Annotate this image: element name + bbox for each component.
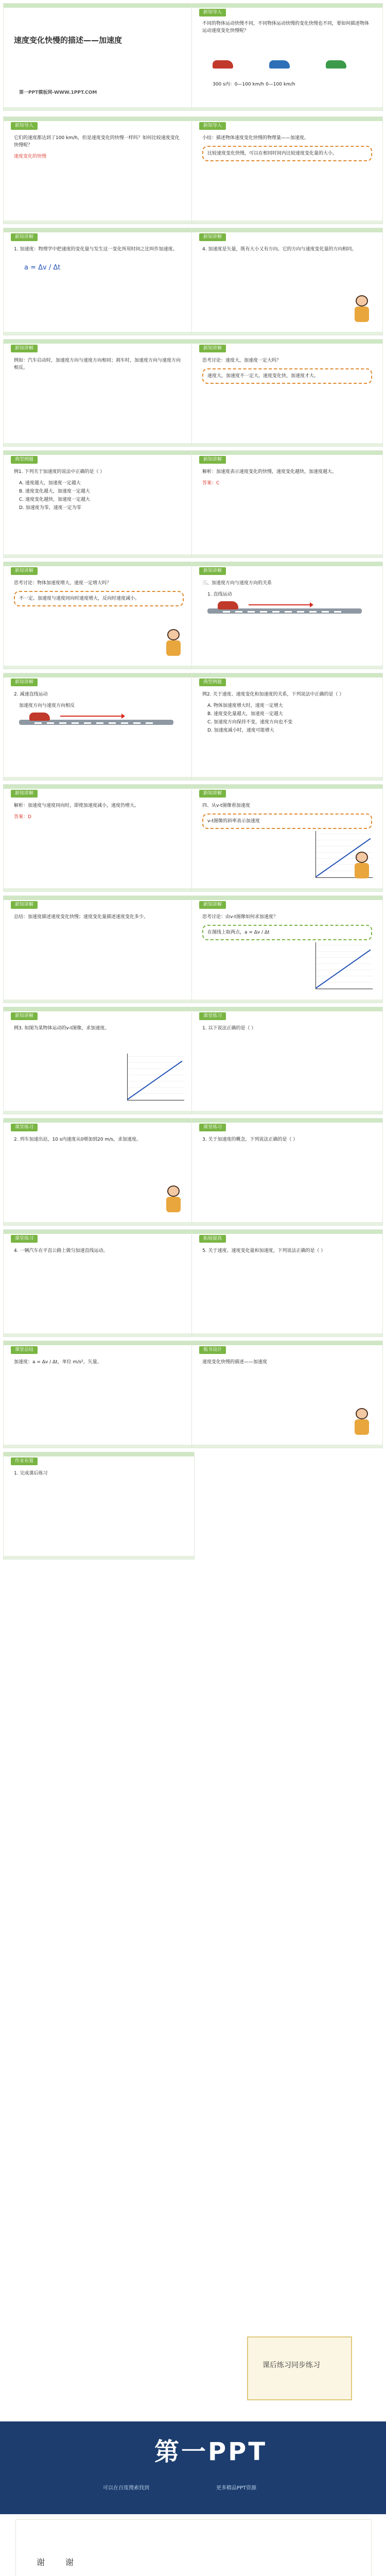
formula: a = Δv / Δt [24,264,61,272]
slide-text: 小结：描述物体速度变化快慢的物理量——加速度。 [202,135,309,141]
car-image [29,713,50,721]
section-tag: 新知讲解 [11,679,38,686]
bottom-bar [4,1445,194,1448]
bottom-bar [192,1222,382,1225]
bottom-bar [4,1333,194,1336]
cartoon-body [355,1419,369,1435]
bottom-bar [4,666,194,669]
bottom-bar [4,554,194,557]
section-tag: 课堂练习 [199,1124,226,1131]
option-item: A. 物体加速度增大时，速度一定增大 [207,703,283,708]
slide-text: 解析：加速度与速度同向时，即使加速度减小，速度仍增大。 [14,803,139,808]
graph-line [315,950,371,989]
option-item: C. 速度变化越快，加速度一定越大 [19,497,91,502]
bottom-bar [192,1111,382,1114]
top-bar [192,785,382,789]
option-item: D. 加速度为零，速度一定为零 [19,505,81,511]
bottom-bar [4,888,194,891]
bottom-bar [4,999,194,1003]
content-slide [3,1452,195,1560]
content-slide [3,116,195,224]
top-bar [192,896,382,900]
callout-box: 不一定。加速度与速度同向时速度增大，反向时速度减小。 [14,591,184,606]
content-slide [191,1341,383,1448]
section-tag: 新知导入 [11,122,38,130]
option-item: B. 速度变化越大，加速度一定越大 [19,489,90,494]
content-slide [191,1118,383,1226]
content-slide [191,450,383,558]
section-tag: 板书设计 [199,1346,226,1354]
section-tag: 新知讲解 [199,345,226,352]
answer-text: 答案：D [14,815,31,820]
top-bar [4,673,194,677]
cars-caption: 300 s内：0—100 km/h 0—100 km/h [213,82,295,87]
top-bar [4,1118,194,1123]
top-bar [4,340,194,344]
cartoon-head [356,852,368,863]
slide-text: 三、加速度方向与速度方向的关系 [202,581,272,586]
top-bar [4,451,194,455]
slide-text: 3. 关于加速度的概念，下列说法正确的是（ ） [202,1137,298,1142]
slide-text: 5. 关于速度、速度变化量和加速度，下列说法正确的是（ ） [202,1248,326,1253]
slide-text: 4. 加速度是矢量，既有大小又有方向。它的方向与速度变化量的方向相同。 [202,247,357,252]
slide-text: 例1. 下列关于加速度的说法中正确的是（ ） [14,469,105,474]
content-slide [3,895,195,1003]
top-bar [192,228,382,232]
slide-text: 1. 完成课后练习 [14,1471,48,1476]
option-item: B. 速度变化量越大，加速度一定越大 [207,711,283,717]
top-bar [4,1230,194,1234]
content-slide [3,450,195,558]
section-tag: 新知讲解 [199,233,226,241]
cartoon-figure [352,295,372,326]
section-tag: 课堂总结 [11,1346,38,1354]
slide-text: 速度变化快慢的描述——加速度 [202,1360,268,1365]
top-bar [4,896,194,900]
section-tag: 新知讲解 [199,567,226,575]
slide-text: 思考讨论：由v-t图像如何求加速度？ [202,914,278,920]
callout-box: 在图线上取两点，a = Δv / Δt [202,925,372,940]
top-bar [4,785,194,789]
bottom-bar [192,777,382,780]
cartoon-body [166,1197,181,1212]
content-slide [191,784,383,892]
cartoon-figure [352,1408,372,1439]
option-item: D. 加速度减小时，速度可能增大 [207,728,274,733]
section-tag: 典型例题 [199,679,226,686]
bottom-bar [4,332,194,335]
content-slide [3,228,195,335]
highlight-text: 速度变化的快慢 [14,154,47,159]
callout-box: v-t图像的斜率表示加速度 [202,814,372,829]
end-slide [15,2519,372,2576]
option-item: C. 加速度方向保持不变，速度方向也不变 [207,720,293,725]
section-tag: 新知讲解 [11,233,38,241]
bottom-bar [4,777,194,780]
top-bar [192,1118,382,1123]
top-bar [192,1230,382,1234]
section-tag: 新知讲解 [11,345,38,352]
content-slide [3,1007,195,1114]
footer-banner [0,2421,386,2514]
cartoon-figure [163,1185,184,1216]
content-slide [3,784,195,892]
slide-text: 解析：加速度表示速度变化的快慢，速度变化越快，加速度越大。 [202,469,337,474]
bottom-bar [4,107,194,110]
top-bar [192,673,382,677]
top-bar [192,340,382,344]
slide-text: 1. 以下说法正确的是（ ） [202,1026,256,1031]
sub-text: 加速度方向与速度方向相反 [19,703,75,708]
top-bar [4,228,194,232]
top-bar [192,4,382,8]
section-tag: 课堂练习 [11,1235,38,1243]
cartoon-head [167,629,180,640]
slide-text: 例2. 关于速度、速度变化和加速度的关系，下列说法中正确的是（ ） [202,692,344,697]
intro-text: 不同的物体运动快慢不同，不同物体运动快慢的变化快慢也不同，要如何描述物体运动速度变化快慢呢？ [202,21,370,33]
section-tag: 新知导入 [199,9,226,16]
slide-text: 加速度：a = Δv / Δt，单位 m/s²，矢量。 [14,1360,102,1365]
top-bar [4,1452,194,1456]
car-image [213,60,233,69]
content-slide [191,895,383,1003]
section-tag: 新知讲解 [11,901,38,909]
footer-right-text: 更多精品PPT资源 [216,2485,257,2491]
cartoon-figure [352,852,372,883]
cover-slide [3,3,195,111]
section-tag: 新知讲解 [199,456,226,464]
cartoon-head [356,1408,368,1419]
bottom-bar [4,1222,194,1225]
bottom-bar [4,221,194,224]
intro-slide [191,3,383,111]
top-bar [192,117,382,121]
section-tag: 新知讲解 [11,567,38,575]
section-tag: 拓展提高 [199,1235,226,1243]
cartoon-figure [163,629,184,660]
slide-text: 2. 减速直线运动 [14,692,48,697]
bottom-bar [192,443,382,446]
content-slide [191,339,383,447]
top-bar [4,117,194,121]
bottom-bar [192,221,382,224]
section-tag: 课堂练习 [11,1124,38,1131]
content-slide [3,1229,195,1337]
vt-graph [315,942,373,989]
homework-label: 课后练习同步练习 [262,2361,320,2369]
slide-text: 例如：汽车启动时，加速度方向与速度方向相同；刹车时，加速度方向与速度方向相反。 [14,358,181,370]
arrow-icon [249,604,310,605]
slide-text: 思考讨论：物体加速度增大，速度一定增大吗？ [14,581,112,586]
section-tag: 新知导入 [199,122,226,130]
top-bar [4,562,194,566]
slide-text: 例3. 如图为某物体运动的v-t图像，求加速度。 [14,1026,110,1031]
callout-box: 速度大，加速度不一定大。速度变化快，加速度才大。 [202,368,372,384]
content-slide [3,339,195,447]
cartoon-body [166,640,181,656]
content-slide [191,228,383,335]
bottom-bar [192,107,382,110]
top-bar [192,1341,382,1345]
content-slide [191,116,383,224]
car-image [218,601,238,609]
bottom-bar [192,1333,382,1336]
arrow-icon [60,716,122,717]
slide-text: 它们的速度都达到了100 km/h，但是速度变化的快慢一样吗？如何比较速度变化快慢呢？ [14,135,180,148]
bottom-bar [192,888,382,891]
top-bar [192,451,382,455]
top-bar [4,4,194,8]
content-slide [191,673,383,781]
slide-text: 思考讨论：速度大，加速度一定大吗？ [202,358,282,363]
cartoon-body [355,863,369,878]
section-tag: 新知讲解 [199,901,226,909]
thanks-text: 谢 谢 [37,2557,80,2567]
cover-title: 速度变化快慢的描述——加速度 [14,36,122,45]
section-tag: 新知讲解 [11,790,38,798]
bottom-bar [192,666,382,669]
bottom-bar [192,999,382,1003]
option-item: A. 速度越大，加速度一定越大 [19,481,81,486]
brand-text: 第一PPT模板网-WWW.1PPT.COM [19,90,97,95]
slide-text: 1. 加速度：物理学中把速度的变化量与发生这一变化所用时间之比叫作加速度。 [14,247,178,252]
footer-logo: 第一PPT [154,2437,268,2466]
content-slide [3,562,195,669]
answer-text: 答案：C [202,481,220,486]
bottom-bar [192,554,382,557]
top-bar [4,1007,194,1011]
bottom-bar [192,1445,382,1448]
homework-illustration [216,2321,371,2409]
section-tag: 课堂练习 [199,1012,226,1020]
section-tag: 新知讲解 [199,790,226,798]
content-slide [3,1118,195,1226]
top-bar [192,1007,382,1011]
cartoon-head [167,1185,180,1197]
content-slide [191,1229,383,1337]
section-tag: 新知讲解 [11,1012,38,1020]
content-slide [191,562,383,669]
sub-text: 1. 直线运动 [207,592,232,597]
cartoon-body [355,307,369,322]
content-slide [3,673,195,781]
vt-graph [127,1054,184,1100]
content-slide [191,1007,383,1114]
car-image [269,60,290,69]
graph-line [127,1061,183,1100]
top-bar [4,1341,194,1345]
slide-text: 四、从v-t图像看加速度 [202,803,250,808]
content-slide [3,1341,195,1448]
top-bar [192,562,382,566]
cartoon-head [356,295,368,307]
section-tag: 典型例题 [11,456,38,464]
bottom-bar [192,332,382,335]
bottom-bar [4,443,194,446]
slide-text: 2. 列车加速出站，10 s内速度从0增加到20 m/s，求加速度。 [14,1137,141,1142]
bottom-bar [4,1111,194,1114]
slide-text: 总结：加速度描述速度变化快慢；速度变化量描述速度变化多少。 [14,914,149,920]
slide-text: 4. 一辆汽车在平直公路上做匀加速直线运动。 [14,1248,108,1253]
footer-left-text: 可以在百度搜索找到 [103,2485,149,2491]
callout-box: 比较速度变化快慢，可以在相同时间内比较速度变化量的大小。 [202,146,372,161]
section-tag: 作业布置 [11,1458,38,1465]
bottom-bar [4,1556,194,1559]
car-image [326,60,346,69]
